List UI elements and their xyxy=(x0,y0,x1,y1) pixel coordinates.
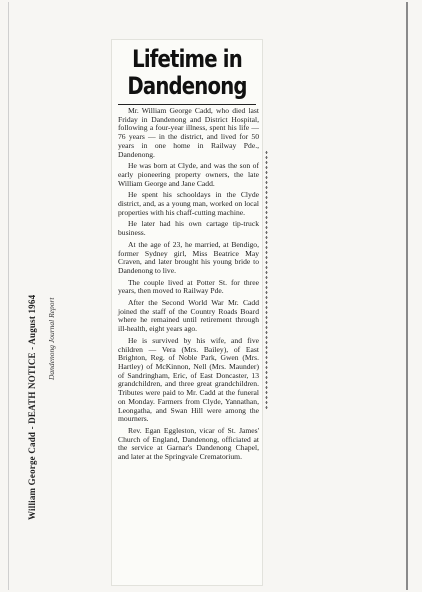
paragraph: He later had his own cartage tip-truck business. xyxy=(118,219,259,238)
side-source: Dandenong Journal Report xyxy=(47,297,56,380)
paragraph: Rev. Egan Eggleston, vicar of St. James' Church of England, Dandenong, officiated at the service at Garnar's Dandenong Chapel, and later at the Springvale Crematorium. xyxy=(118,425,259,462)
clipping-edge-right xyxy=(265,150,268,410)
headline: Lifetime in Dandenong xyxy=(127,45,247,100)
paragraph: The couple lived at Potter St. for three years, then moved to Railway Pde. xyxy=(118,277,259,296)
paragraph: At the age of 23, he married, at Bendigo, former Sydney girl, Miss Beatrice May Craven, and later brought his young bride to Dandenong to live. xyxy=(118,239,259,275)
paragraph: He is survived by his wife, and five children — Vera (Mrs. Bailey), of East Brighton, Reg. of Noble Park, Gwen (Mrs. Hartley) of McKinnon, Nell (Mrs. Maunder) of Sandringham, Eric, of East Doncaster, 13 grandchildren, and three great grandchildren. Tributes were paid to Mr. Cadd at the funeral on Monday. Farmers from Clyde, Yannathan, Leongatha, and Swan Hill were among the mourners. xyxy=(118,335,259,424)
paragraph: He spent his schooldays in the Clyde district, and, as a young man, worked on local properties with his chaff-cutting machine. xyxy=(118,190,259,217)
paragraph: He was born at Clyde, and was the son of early pioneering property owners, the late William George and Jane Cadd. xyxy=(118,161,259,188)
newspaper-clipping xyxy=(112,40,262,585)
article-body xyxy=(112,107,262,462)
headline-rule xyxy=(118,104,256,105)
side-caption: William George Cadd - DEATH NOTICE - August 1964 xyxy=(27,294,37,520)
paragraph: Mr. William George Cadd, who died last Friday in Dandenong and District Hospital, following a four-year illness, spent his life — 76 years — in the district, and lived for 50 years in one home in Railway Pde., Dandenong. xyxy=(118,106,259,159)
paragraph: After the Second World War Mr. Cadd joined the staff of the Country Roads Board where he remained until retirement through ill-health, eight years ago. xyxy=(118,298,259,334)
